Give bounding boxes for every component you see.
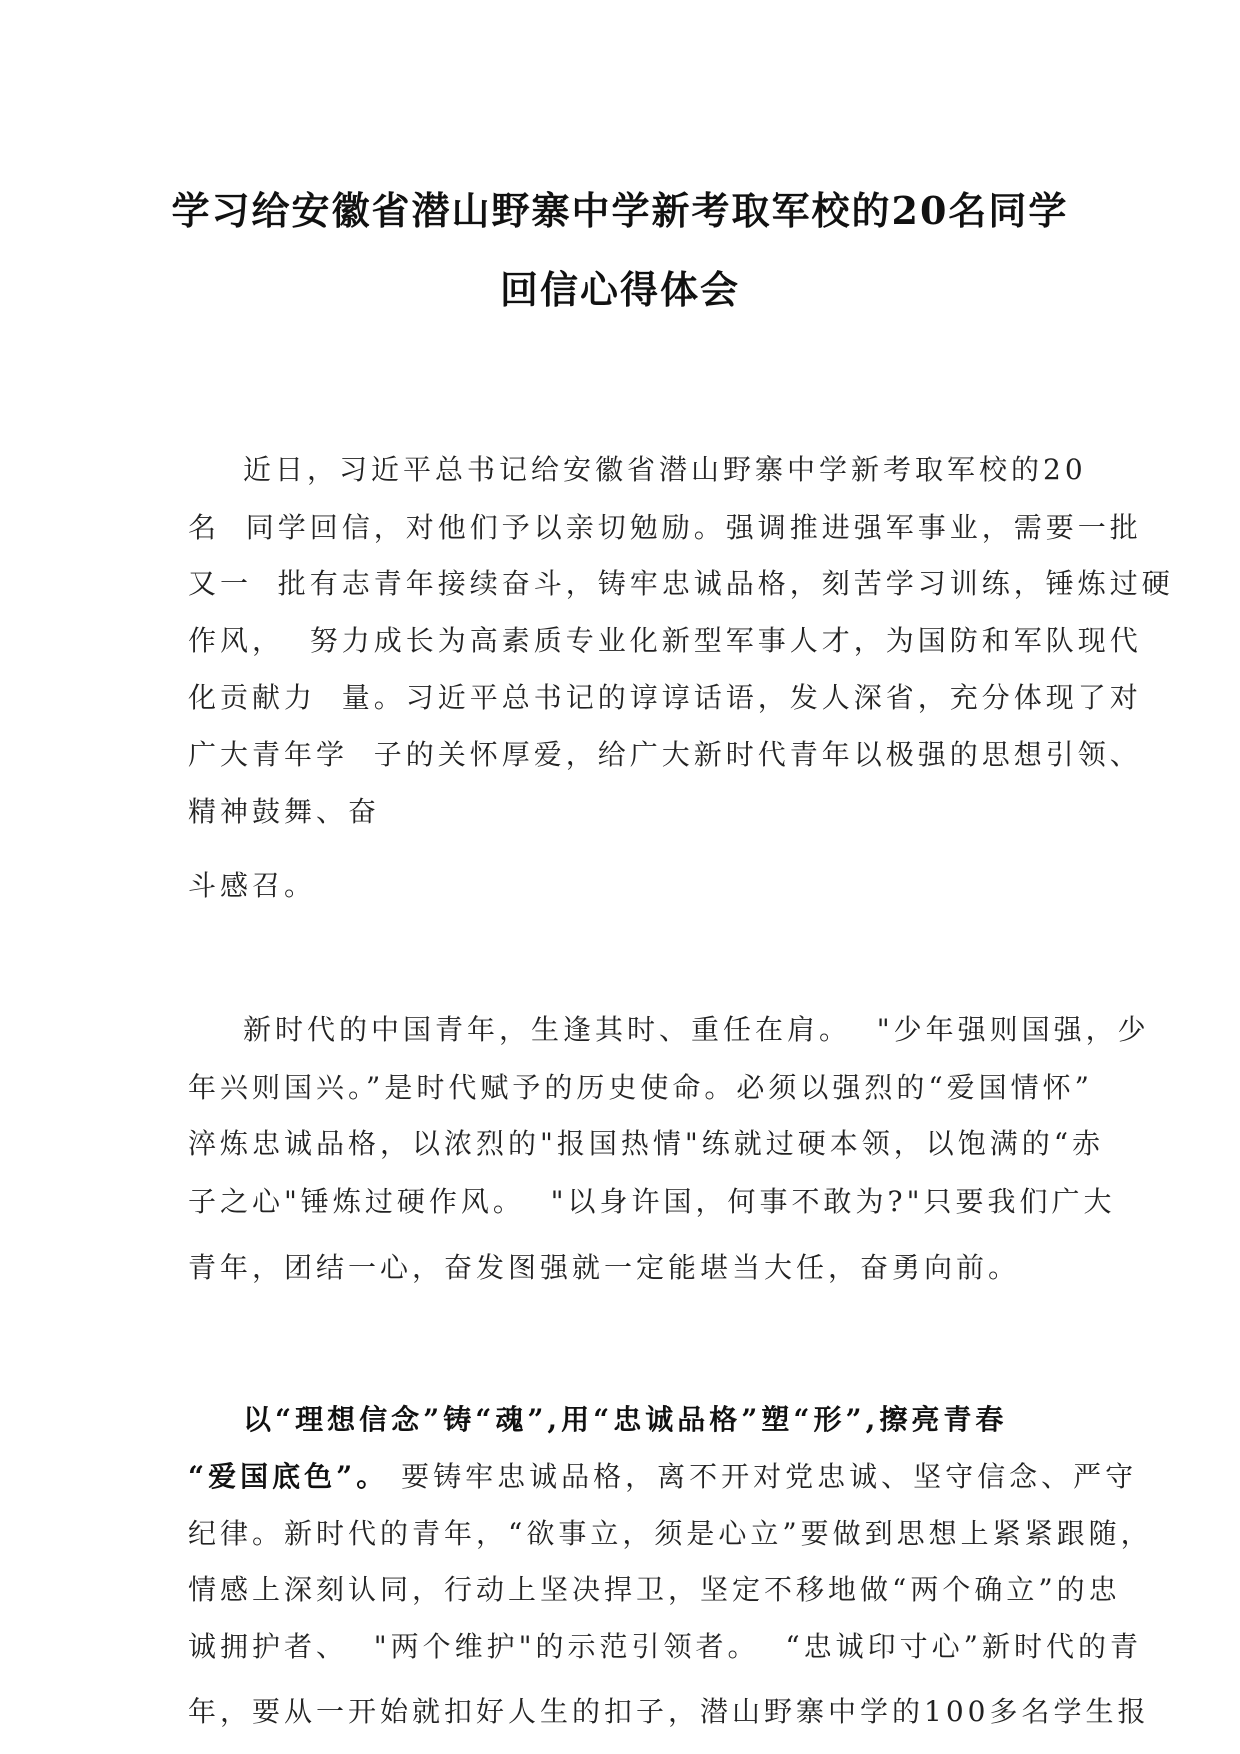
paragraph-line: 年兴则国兴。”是时代赋予的历史使命。必须以强烈的“爱国情怀” xyxy=(188,1071,1093,1104)
paragraph-line xyxy=(188,1455,1137,1495)
paragraph-text: 要铸牢忠诚品格，离不开对党忠诚、坚守信念、严守 xyxy=(388,1460,1138,1493)
paragraph-line: 精神鼓舞、奋 xyxy=(188,795,381,828)
title-line-2: 回信心得体会 xyxy=(499,267,740,312)
paragraph-line: 作风， 努力成长为高素质专业化新型军事人才，为国防和军队现代 xyxy=(188,624,1142,657)
paragraph-line: 纪律。新时代的青年，“欲事立，须是心立”要做到思想上紧紧跟随， xyxy=(188,1517,1153,1550)
paragraph-line: 淬炼忠诚品格，以浓烈的"报国热情"练就过硬本领，以饱满的“赤 xyxy=(188,1127,1105,1160)
section-heading: 以“理想信念”铸“魂”,用“忠诚品格”塑“形”,擦亮青春 xyxy=(243,1403,1008,1436)
title-line-1: 学习给安徽省潜山野寨中学新考取军校的20名同学 xyxy=(171,188,1069,233)
paragraph-line: 年，要从一开始就扣好人生的扣子，潜山野寨中学的100多名学生报 xyxy=(188,1695,1150,1728)
paragraph-line: 诚拥护者、 "两个维护"的示范引领者。 “忠诚印寸心”新时代的青 xyxy=(188,1630,1142,1663)
paragraph-line: 近日，习近平总书记给安徽省潜山野寨中学新考取军校的20 xyxy=(243,453,1087,486)
paragraph-line: 青年，团结一心，奋发图强就一定能堪当大任，奋勇向前。 xyxy=(188,1251,1021,1284)
paragraph-line: 化贡献力 量。习近平总书记的谆谆话语，发人深省，充分体现了对 xyxy=(188,681,1142,714)
paragraph-line: 情感上深刻认同，行动上坚决捍卫，坚定不移地做“两个确立”的忠 xyxy=(188,1573,1121,1606)
paragraph-line: 子之心"锤炼过硬作风。 "以身许国，何事不敢为?"只要我们广大 xyxy=(188,1185,1116,1218)
paragraph-line: 新时代的中国青年，生逢其时、重任在肩。 "少年强则国强，少 xyxy=(243,1013,1150,1046)
paragraph-line: 又一 批有志青年接续奋斗，铸牢忠诚品格，刻苦学习训练，锤炼过硬 xyxy=(188,567,1174,600)
paragraph-line: 名 同学回信，对他们予以亲切勉励。强调推进强军事业，需要一批 xyxy=(188,511,1142,544)
section-heading-tail: “爱国底色”。 xyxy=(188,1460,389,1493)
paragraph-line: 广大青年学 子的关怀厚爱，给广大新时代青年以极强的思想引领、 xyxy=(188,738,1142,771)
paragraph-line: 斗感召。 xyxy=(188,869,317,902)
